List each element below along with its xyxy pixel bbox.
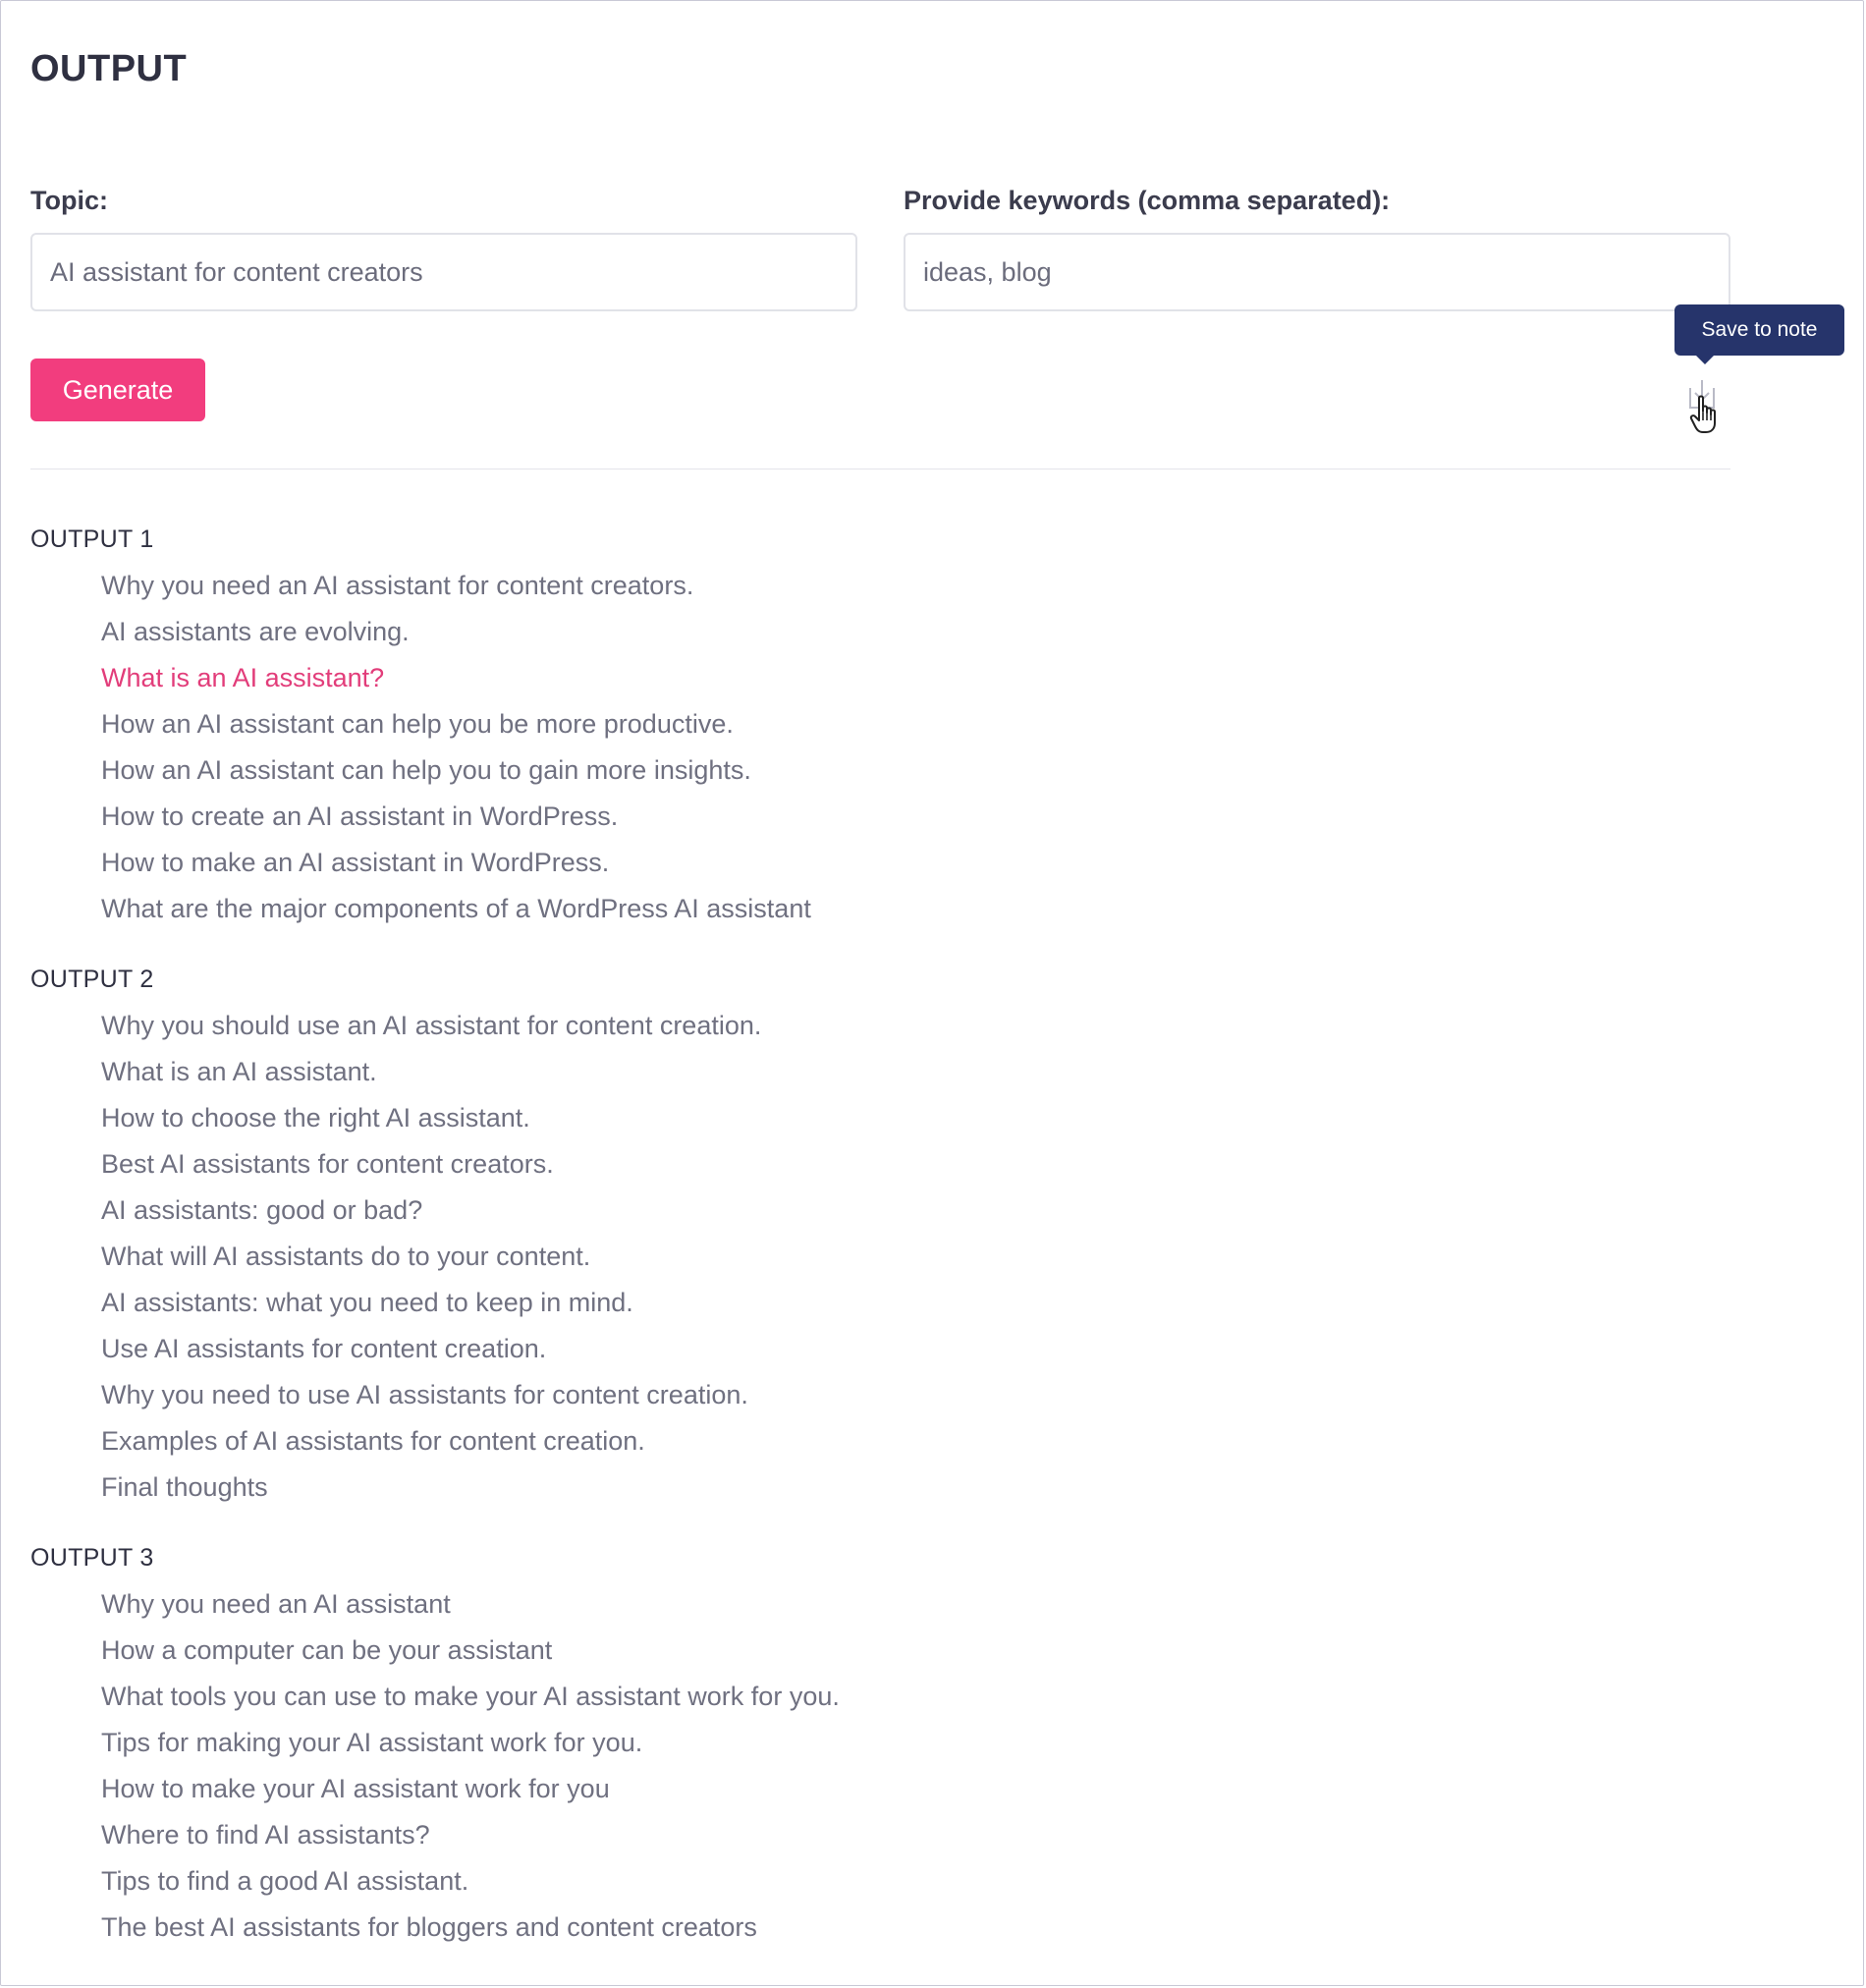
output-2-item[interactable]: Use AI assistants for content creation. (101, 1334, 547, 1363)
topic-label: Topic: (30, 186, 108, 215)
output-3-item[interactable]: Tips to find a good AI assistant. (101, 1866, 469, 1896)
keywords-input[interactable] (904, 233, 1730, 311)
output-3-item[interactable]: What tools you can use to make your AI assistant work for you. (101, 1682, 840, 1711)
output-2-item[interactable]: AI assistants: good or bad? (101, 1195, 423, 1225)
output-2-item[interactable]: Why you should use an AI assistant for content creation. (101, 1011, 762, 1040)
output-3-item[interactable]: How a computer can be your assistant (101, 1635, 553, 1665)
save-to-note-tooltip: Save to note (1674, 304, 1844, 356)
output-3-item[interactable]: Tips for making your AI assistant work for you. (101, 1728, 643, 1757)
output-1-item[interactable]: Why you need an AI assistant for content creators. (101, 571, 694, 600)
output-1-item[interactable]: How to create an AI assistant in WordPress. (101, 801, 619, 831)
output-2-item[interactable]: What will AI assistants do to your content. (101, 1242, 591, 1271)
output-2-item[interactable]: Final thoughts (101, 1472, 268, 1502)
output-3-item[interactable]: How to make your AI assistant work for you (101, 1774, 610, 1803)
keywords-label: Provide keywords (comma separated): (904, 186, 1391, 215)
output-1-item[interactable]: What are the major components of a WordPress AI assistant (101, 894, 811, 923)
output-2-item[interactable]: Why you need to use AI assistants for content creation. (101, 1380, 748, 1409)
output-2-heading: OUTPUT 2 (30, 966, 154, 993)
output-1-item[interactable]: AI assistants are evolving. (101, 617, 410, 646)
output-1-item[interactable]: How an AI assistant can help you be more productive. (101, 709, 734, 739)
topic-input[interactable] (30, 233, 857, 311)
output-1-heading: OUTPUT 1 (30, 525, 154, 553)
generate-button[interactable]: Generate (30, 359, 205, 421)
page-title: OUTPUT (30, 48, 188, 89)
output-2-item[interactable]: How to choose the right AI assistant. (101, 1103, 530, 1132)
output-2-item[interactable]: Examples of AI assistants for content creation. (101, 1426, 645, 1456)
output-1-item[interactable]: How to make an AI assistant in WordPress. (101, 848, 610, 877)
output-3-heading: OUTPUT 3 (30, 1544, 154, 1572)
output-2-item[interactable]: AI assistants: what you need to keep in mind. (101, 1288, 633, 1317)
output-2-item[interactable]: Best AI assistants for content creators. (101, 1149, 554, 1179)
hand-pointer-icon (1688, 394, 1724, 435)
output-3-item[interactable]: Why you need an AI assistant (101, 1589, 451, 1619)
output-2-item[interactable]: What is an AI assistant. (101, 1057, 377, 1086)
output-1-item-highlighted[interactable]: What is an AI assistant? (101, 663, 385, 692)
output-3-item[interactable]: Where to find AI assistants? (101, 1820, 430, 1850)
output-3-item[interactable]: The best AI assistants for bloggers and content creators (101, 1912, 757, 1942)
output-1-item[interactable]: How an AI assistant can help you to gain more insights. (101, 755, 751, 785)
